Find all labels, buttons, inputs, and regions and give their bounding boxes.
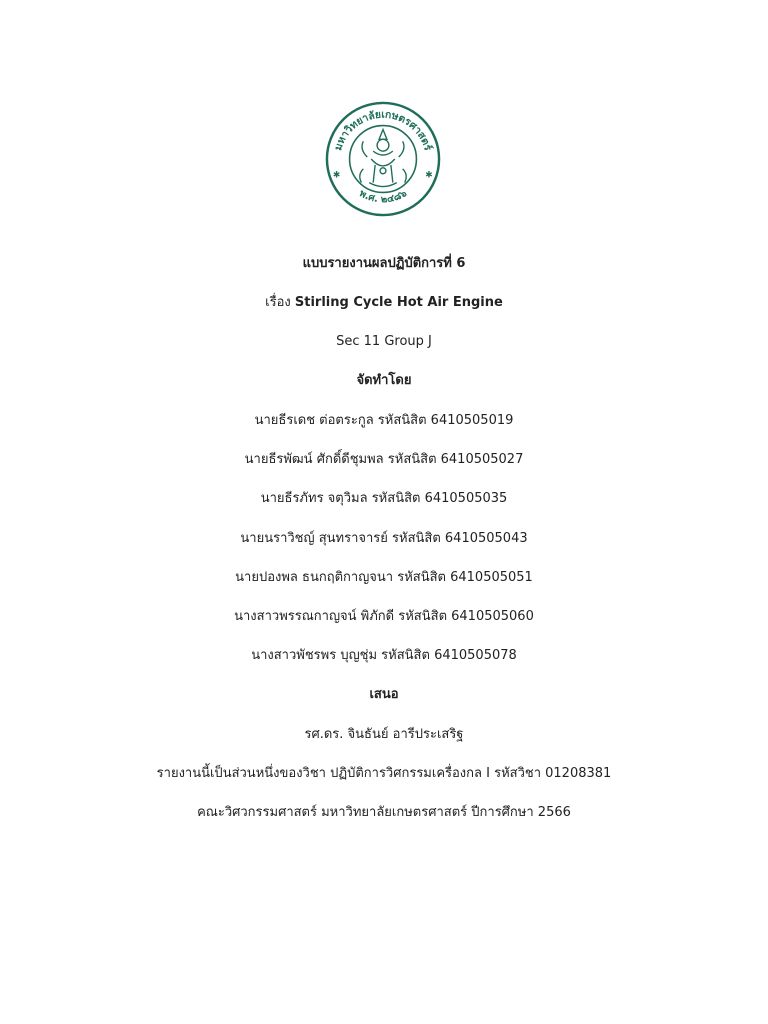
member-line: นางสาวพรรณกาญจน์ พิภักดี รหัสนิสิต 6410505060 (234, 609, 534, 624)
subject-prefix: เรื่อง (265, 295, 295, 310)
report-subject-line (0, 294, 768, 312)
faculty-note: คณะวิศวกรรมศาสตร์ มหาวิทยาลัยเกษตรศาสตร์ ปีการศึกษา 2566 (197, 805, 571, 820)
member-line: นายปองพล ธนกฤติกาญจนา รหัสนิสิต 6410505051 (235, 570, 533, 585)
section-group: Sec 11 Group J (336, 334, 432, 349)
member-line: นายธีรเดช ต่อตระกูล รหัสนิสิต 6410505019 (254, 413, 514, 428)
prepared-by-label: จัดทำโดย (356, 373, 412, 388)
seal-top-text: มหาวิทยาลัยเกษตรศาสตร์ (332, 108, 434, 153)
seal-bottom-text: พ.ศ. ๒๔๘๖ (357, 188, 409, 206)
instructor-name: รศ.ดร. จินธันย์ อารีประเสริฐ (304, 727, 464, 742)
svg-text:พ.ศ. ๒๔๘๖ (357, 188, 409, 205)
course-note: รายงานนี้เป็นส่วนหนึ่งของวิชา ปฏิบัติการวิศกรรมเครื่องกล I รหัสวิชา 01208381 (156, 766, 612, 781)
member-line: นางสาวพัชรพร บุญชุ่ม รหัสนิสิต 6410505078 (251, 648, 517, 663)
kasetsart-university-seal-logo (324, 100, 442, 218)
svg-text:✱: ✱ (332, 170, 341, 181)
member-line: นายนราวิชญ์ สุนทราจารย์ รหัสนิสิต 6410505043 (240, 531, 528, 546)
presented-to-label: เสนอ (369, 687, 399, 702)
subject-title: Stirling Cycle Hot Air Engine (294, 295, 503, 310)
member-line: นายธีรพัฒน์ ศักดิ์ดีชุมพล รหัสนิสิต 6410505027 (244, 452, 524, 467)
svg-text:✱: ✱ (425, 170, 433, 181)
member-line: นายธีรภัทร จตุวิมล รหัสนิสิต 6410505035 (260, 491, 508, 506)
report-heading: แบบรายงานผลปฏิบัติการที่ 6 (302, 256, 466, 271)
